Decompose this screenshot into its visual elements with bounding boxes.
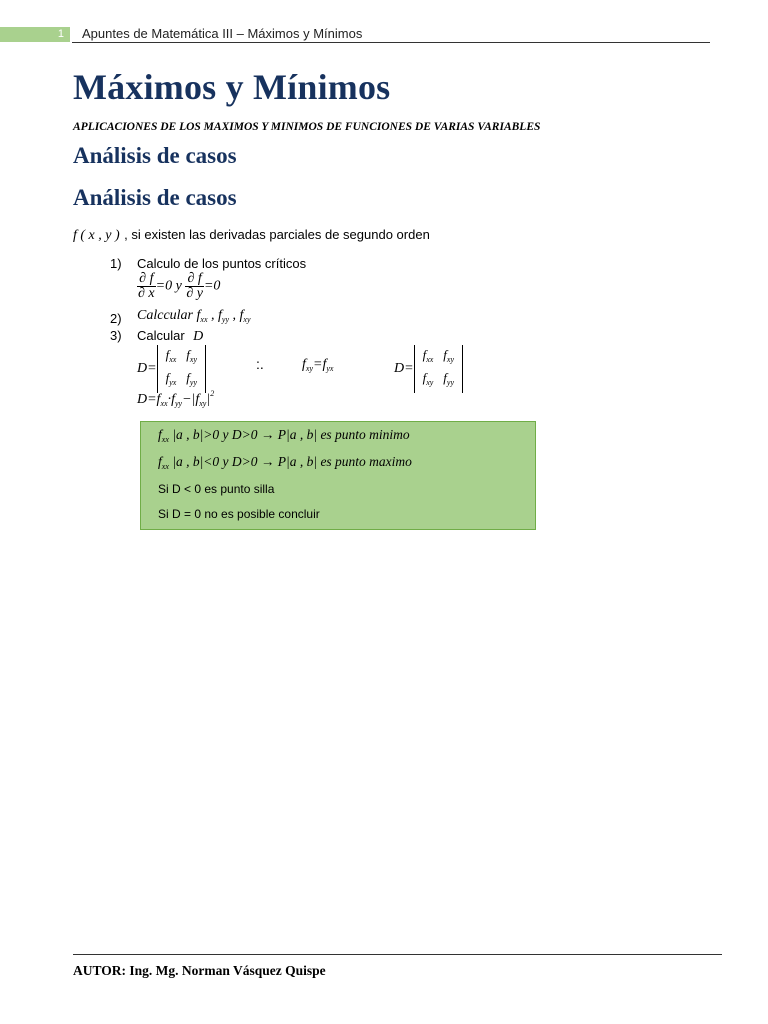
step-1-number: 1): [110, 256, 122, 271]
step-2-text: Calccular: [137, 308, 193, 323]
step-3-number: 3): [110, 328, 122, 343]
author-label: AUTOR:: [73, 963, 127, 978]
step-2-number: 2): [110, 311, 122, 326]
header-rule: [72, 42, 710, 43]
step-1-text: Calculo de los puntos críticos: [137, 256, 307, 271]
criterion-maximum: $f_{xx}$ |a , b|<0 y D>0 → P|a , b| es punto maximo: [158, 454, 412, 471]
therefore-symbol: :.: [256, 356, 264, 372]
page-number-tab: [0, 27, 70, 42]
document-subtitle: APLICACIONES DE LOS MAXIMOS Y MINIMOS DE FUNCIONES DE VARIAS VARIABLES: [73, 121, 541, 133]
determinant-formula: $D=f_{xx}\cdot f_{yy}-|f_{xy}|^2$: [137, 389, 215, 408]
step-3-D: D: [193, 329, 204, 344]
footer-author-line: [73, 963, 326, 979]
criterion-maximum-text: es punto maximo: [320, 454, 412, 469]
symmetry-equation: $f_{xy}=f_{yx}$: [302, 357, 334, 373]
criteria-box: [140, 421, 536, 530]
partial-fx: $\frac{\partial f}{\partial x}$: [138, 271, 155, 301]
running-header: Apuntes de Matemática III – Máximos y Mínimos: [82, 26, 363, 41]
criterion-inconclusive: Si D = 0 no es posible concluir: [158, 507, 320, 521]
step-3-line: [137, 327, 203, 345]
conjunction-y: y: [175, 278, 182, 294]
document-title: Máximos y Mínimos: [73, 67, 391, 107]
criterion-minimum-text: es punto minimo: [320, 427, 410, 442]
step-2-line: Calccular $f_{xx}$ , $f_{yy}$ , $f_{xy}$: [137, 308, 251, 324]
critical-points-equation: [137, 272, 220, 301]
equals-zero-2: =0: [203, 278, 221, 294]
step-3-text: Calcular: [137, 328, 185, 343]
partial-fy: $\frac{\partial f}{\partial y}$: [186, 271, 203, 301]
section-heading-1: Análisis de casos: [73, 143, 237, 168]
criterion-minimum: $f_{xx}$ |a , b|>0 y D>0 → P|a , b| es punto minimo: [158, 427, 410, 444]
page-number: 1: [57, 28, 64, 40]
equals-zero: =0: [155, 278, 173, 294]
function-notation: f ( x , y ): [73, 228, 120, 243]
hessian-determinant-2: D= $f_{xx}$ $f_{xy}$ $f_{xy}$ $f_{yy}$: [394, 345, 463, 393]
footer-rule: [73, 954, 722, 955]
author-name: Ing. Mg. Norman Vásquez Quispe: [126, 963, 326, 978]
intro-line: [73, 226, 430, 244]
hessian-determinant-1: D= $f_{xx}$ $f_{xy}$ $f_{yx}$ $f_{yy}$: [137, 345, 206, 393]
intro-text: , si existen las derivadas parciales de segundo orden: [124, 227, 430, 242]
criterion-saddle: Si D < 0 es punto silla: [158, 482, 275, 496]
section-heading-2: Análisis de casos: [73, 185, 237, 210]
